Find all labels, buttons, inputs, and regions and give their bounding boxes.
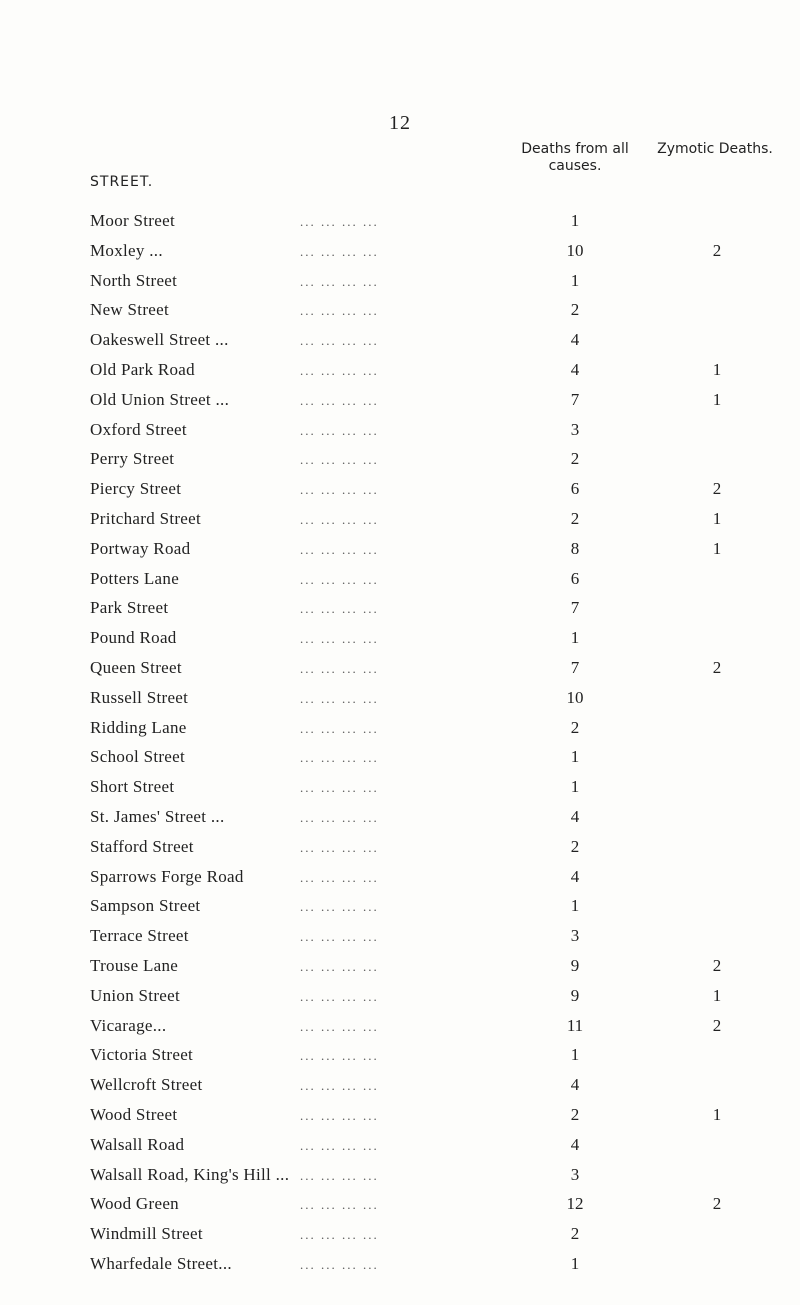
header-zymotic: Zymotic Deaths.: [657, 141, 773, 157]
deaths-all-causes: 11: [566, 1015, 584, 1035]
street-name: Park Street: [90, 598, 169, 618]
table-row: [0, 569, 800, 599]
deaths-all-causes: 10: [566, 240, 584, 260]
street-name: New Street: [90, 300, 170, 320]
leader-dots: ... ... ... ...: [300, 1167, 379, 1183]
deaths-all-causes: 2: [570, 717, 580, 737]
street-name: Portway Road: [90, 538, 191, 558]
deaths-all-causes: 2: [570, 836, 580, 856]
deaths-all-causes: 4: [570, 330, 580, 350]
street-name: Ridding Lane: [90, 717, 187, 737]
table-row: [0, 539, 800, 569]
leader-dots: ... ... ... ...: [300, 333, 379, 349]
table-row: [0, 718, 800, 748]
street-name: Russell Street: [90, 687, 189, 707]
deaths-all-causes: 1: [570, 211, 580, 230]
deaths-all-causes: 7: [570, 598, 580, 618]
deaths-all-causes: 4: [570, 359, 580, 379]
leader-dots: ... ... ... ...: [300, 601, 379, 617]
table-row: [0, 837, 800, 867]
leader-dots: ... ... ... ...: [300, 929, 379, 945]
table-row: [0, 241, 800, 271]
deaths-all-causes: 6: [570, 479, 580, 499]
street-name: Queen Street: [90, 657, 182, 677]
leader-dots: ... ... ... ...: [300, 958, 379, 974]
leader-dots: ... ... ... ...: [300, 869, 379, 885]
table-row: [0, 509, 800, 539]
deaths-all-causes: 9: [570, 985, 580, 1005]
leader-dots: ... ... ... ...: [300, 362, 379, 378]
deaths-all-causes: 6: [570, 568, 580, 588]
table-row: [0, 956, 800, 986]
deaths-all-causes: 3: [570, 926, 580, 946]
deaths-all-causes: 7: [570, 389, 580, 409]
leader-dots: ... ... ... ...: [300, 1018, 379, 1034]
street-name: Piercy Street: [90, 479, 182, 499]
deaths-all-causes: 1: [570, 628, 580, 648]
table-row: [0, 658, 800, 688]
table-row: [0, 300, 800, 330]
street-name: Trouse Lane: [90, 955, 179, 975]
deaths-zymotic: 1: [712, 359, 722, 379]
street-name: Wellcroft Street: [90, 1075, 203, 1095]
deaths-all-causes: 10: [566, 687, 584, 707]
table-row: [0, 986, 800, 1016]
street-name: Windmill Street: [90, 1224, 203, 1244]
table-row: [0, 926, 800, 956]
leader-dots: ... ... ... ...: [300, 243, 379, 259]
header-street: STREET.: [90, 174, 154, 190]
deaths-zymotic: 2: [712, 1194, 722, 1214]
deaths-zymotic: 2: [712, 657, 722, 677]
street-name: Vicarage...: [90, 1015, 167, 1035]
leader-dots: ... ... ... ...: [300, 452, 379, 468]
street-name: Walsall Road, King's Hill ...: [90, 1164, 290, 1184]
street-name: Old Union Street ...: [90, 389, 230, 409]
deaths-zymotic: 2: [712, 240, 722, 260]
street-name: Oakeswell Street ...: [90, 330, 229, 350]
header-all-causes: Deaths from all causes.: [521, 141, 629, 174]
table-row: [0, 271, 800, 301]
leader-dots: ... ... ... ...: [300, 511, 379, 527]
deaths-all-causes: 1: [570, 1253, 580, 1273]
street-name: North Street: [90, 270, 178, 290]
table-row: [0, 1135, 800, 1165]
leader-dots: ... ... ... ...: [300, 809, 379, 825]
table-row: [0, 390, 800, 420]
table-row: [0, 747, 800, 777]
deaths-all-causes: 4: [570, 806, 580, 826]
street-name: Wood Green: [90, 1194, 179, 1214]
leader-dots: ... ... ... ...: [300, 1048, 379, 1064]
leader-dots: ... ... ... ...: [300, 541, 379, 557]
street-name: Potters Lane: [90, 568, 180, 588]
table-row: [0, 1105, 800, 1135]
leader-dots: ... ... ... ...: [300, 571, 379, 587]
street-name: Perry Street: [90, 449, 175, 469]
deaths-all-causes: 9: [570, 955, 580, 975]
deaths-all-causes: 2: [570, 508, 580, 528]
table-row: [0, 867, 800, 897]
deaths-all-causes: 3: [570, 1164, 580, 1184]
table-row: [0, 479, 800, 509]
deaths-table: [0, 211, 800, 1284]
street-name: Sampson Street: [90, 896, 201, 916]
leader-dots: ... ... ... ...: [300, 303, 379, 319]
deaths-all-causes: 4: [570, 866, 580, 886]
leader-dots: ... ... ... ...: [300, 780, 379, 796]
deaths-all-causes: 1: [570, 896, 580, 916]
street-name: Pritchard Street: [90, 508, 202, 528]
street-name: Walsall Road: [90, 1134, 185, 1154]
street-name: Sparrows Forge Road: [90, 866, 244, 886]
street-name: Oxford Street: [90, 419, 187, 439]
deaths-all-causes: 2: [570, 1224, 580, 1244]
page-number: 12: [389, 112, 411, 134]
deaths-all-causes: 2: [570, 300, 580, 320]
deaths-zymotic: 1: [712, 389, 722, 409]
table-row: [0, 628, 800, 658]
deaths-all-causes: 2: [570, 1104, 580, 1124]
table-row: [0, 598, 800, 628]
table-row: [0, 807, 800, 837]
leader-dots: ... ... ... ...: [300, 1256, 379, 1272]
leader-dots: ... ... ... ...: [300, 899, 379, 915]
leader-dots: ... ... ... ...: [300, 839, 379, 855]
leader-dots: ... ... ... ...: [300, 750, 379, 766]
deaths-zymotic: 1: [712, 538, 722, 558]
street-name: Wharfedale Street...: [90, 1253, 232, 1273]
table-row: [0, 1016, 800, 1046]
street-name: Pound Road: [90, 628, 177, 648]
table-row: [0, 1045, 800, 1075]
leader-dots: ... ... ... ...: [300, 273, 379, 289]
deaths-all-causes: 7: [570, 657, 580, 677]
street-name: Old Park Road: [90, 359, 195, 379]
leader-dots: ... ... ... ...: [300, 482, 379, 498]
leader-dots: ... ... ... ...: [300, 214, 379, 229]
table-row: [0, 896, 800, 926]
leader-dots: ... ... ... ...: [300, 631, 379, 647]
table-row: [0, 360, 800, 390]
table-row: [0, 420, 800, 450]
leader-dots: ... ... ... ...: [300, 660, 379, 676]
street-name: School Street: [90, 747, 186, 767]
deaths-all-causes: 4: [570, 1134, 580, 1154]
leader-dots: ... ... ... ...: [300, 1227, 379, 1243]
street-name: Moxley ...: [90, 240, 163, 260]
deaths-all-causes: 8: [570, 538, 580, 558]
table-row: [0, 1224, 800, 1254]
leader-dots: ... ... ... ...: [300, 392, 379, 408]
street-name: St. James' Street ...: [90, 806, 225, 826]
table-row: [0, 1165, 800, 1195]
street-name: Victoria Street: [90, 1045, 194, 1065]
leader-dots: ... ... ... ...: [300, 422, 379, 438]
leader-dots: ... ... ... ...: [300, 988, 379, 1004]
leader-dots: ... ... ... ...: [300, 1137, 379, 1153]
leader-dots: ... ... ... ...: [300, 1078, 379, 1094]
table-row: [0, 777, 800, 807]
street-name: Stafford Street: [90, 836, 194, 856]
deaths-all-causes: 2: [570, 449, 580, 469]
table-row: [0, 1254, 800, 1284]
deaths-zymotic: 2: [712, 955, 722, 975]
street-name: Moor Street: [90, 211, 175, 230]
street-name: Union Street: [90, 985, 181, 1005]
deaths-zymotic: 1: [712, 508, 722, 528]
deaths-all-causes: 1: [570, 270, 580, 290]
deaths-all-causes: 1: [570, 1045, 580, 1065]
street-name: Terrace Street: [90, 926, 189, 946]
table-row: [0, 688, 800, 718]
table-row: [0, 1075, 800, 1105]
table-row: [0, 449, 800, 479]
deaths-all-causes: 4: [570, 1075, 580, 1095]
street-name: Wood Street: [90, 1104, 178, 1124]
street-name: Short Street: [90, 777, 175, 797]
table-row: [0, 1194, 800, 1224]
deaths-all-causes: 1: [570, 747, 580, 767]
table-row: [0, 211, 800, 241]
leader-dots: ... ... ... ...: [300, 720, 379, 736]
deaths-all-causes: 3: [570, 419, 580, 439]
deaths-zymotic: 2: [712, 479, 722, 499]
leader-dots: ... ... ... ...: [300, 690, 379, 706]
deaths-zymotic: 1: [712, 985, 722, 1005]
deaths-zymotic: 1: [712, 1104, 722, 1124]
deaths-zymotic: 2: [712, 1015, 722, 1035]
deaths-all-causes: 1: [570, 777, 580, 797]
leader-dots: ... ... ... ...: [300, 1107, 379, 1123]
deaths-all-causes: 12: [566, 1194, 584, 1214]
leader-dots: ... ... ... ...: [300, 1197, 379, 1213]
table-row: [0, 330, 800, 360]
